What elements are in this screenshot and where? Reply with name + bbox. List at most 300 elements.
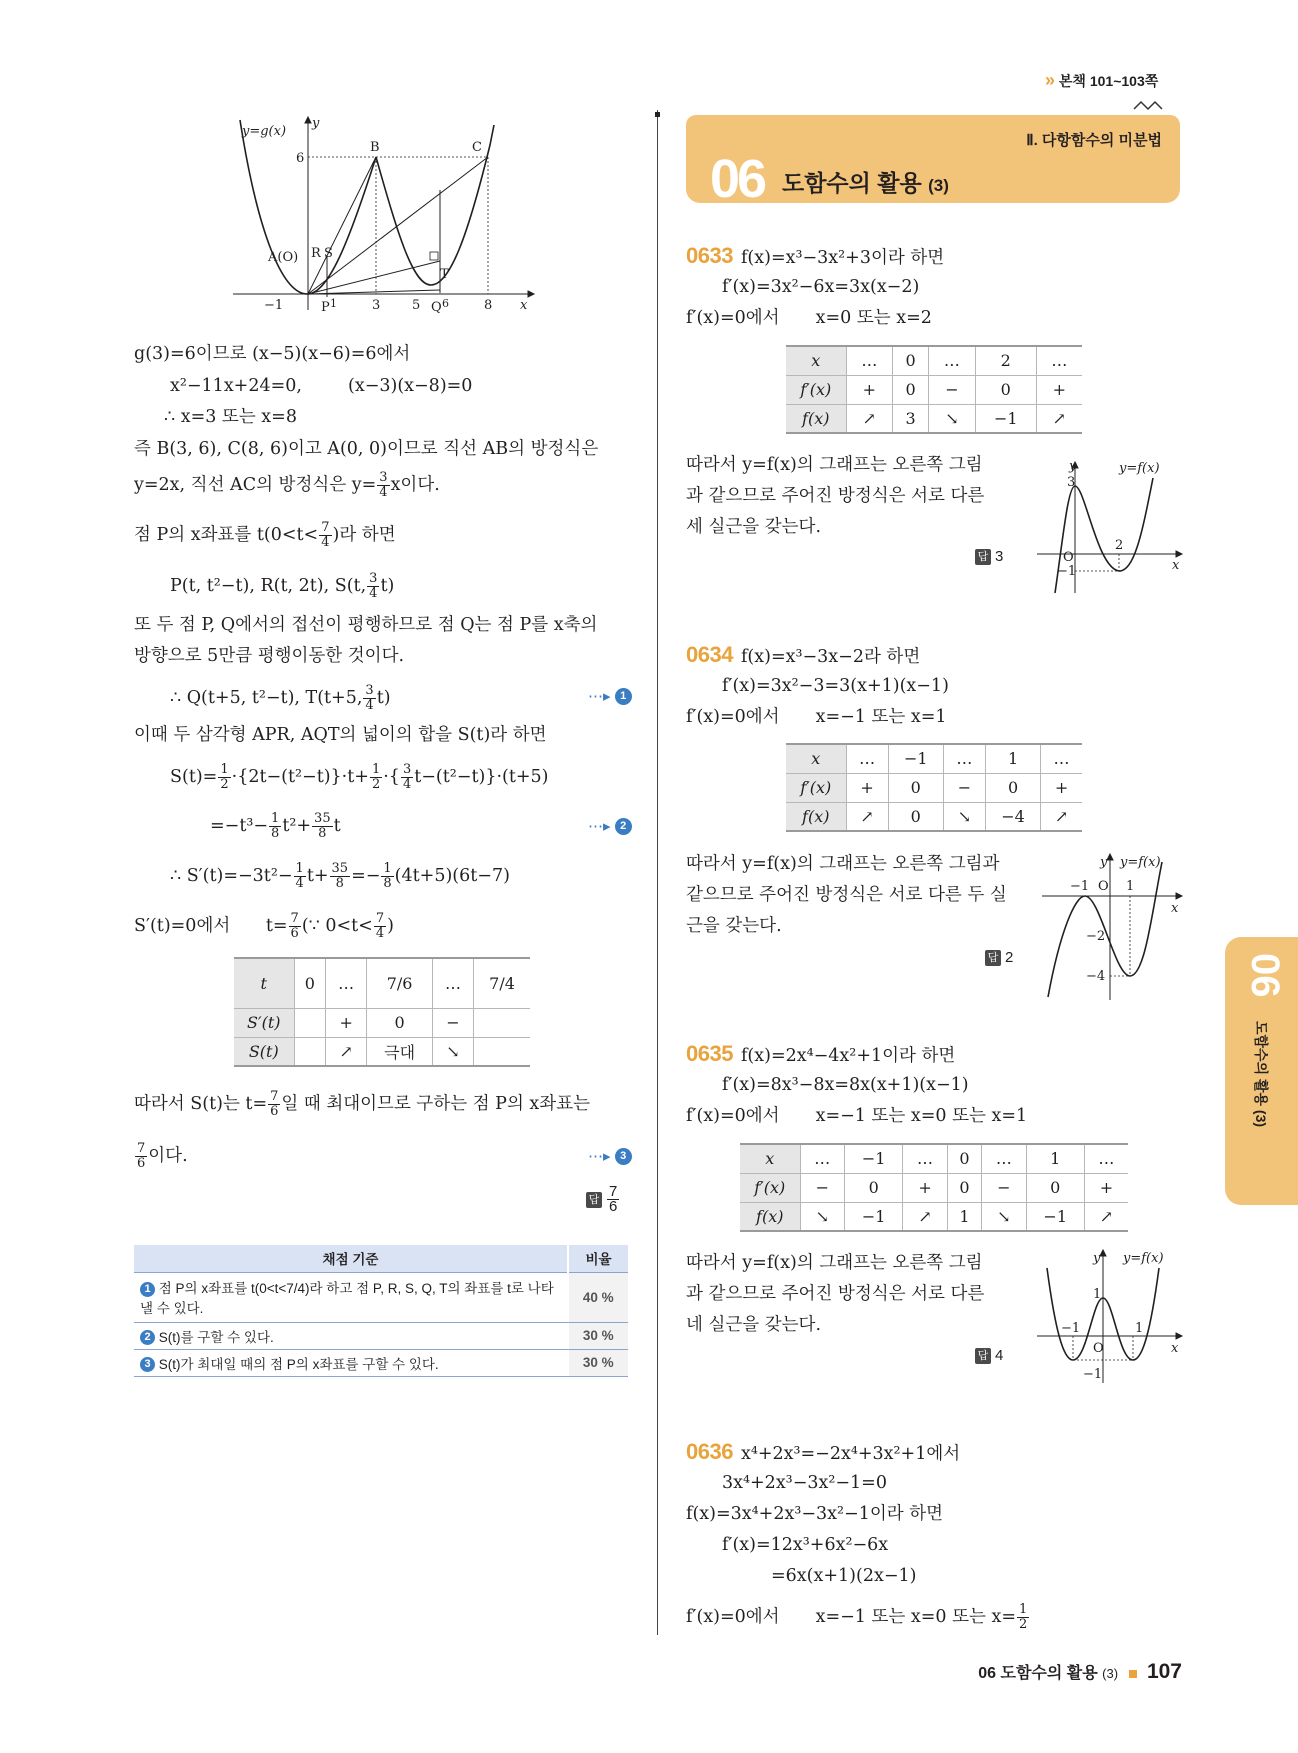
frac-1-8b	[381, 862, 393, 891]
p634-text-2: 같으므로 주어진 방정식은 서로 다른 두 실	[686, 885, 1007, 905]
table-cell: …	[326, 958, 367, 1008]
table-cell: …	[1084, 1144, 1128, 1173]
frac-num: 1	[220, 762, 229, 777]
table-cell: −1	[975, 404, 1036, 433]
table-634	[786, 743, 1082, 832]
criteria-item	[134, 1272, 568, 1322]
tick-3: 3	[1067, 475, 1076, 490]
p636-line-3: f(x)=3x⁴+2x³−3x²−1이라 하면	[686, 1504, 944, 1524]
left-line-8: 또 두 점 P, Q에서의 접선이 평행하므로 점 Q는 점 P를 x축의	[134, 615, 598, 635]
left-line-12c: ·{	[383, 767, 400, 787]
p635-line-3	[686, 1104, 1027, 1128]
answer-value: 4	[995, 1347, 1004, 1364]
table-cell: −	[982, 1173, 1027, 1202]
table-row	[134, 1272, 628, 1322]
frac-3-4c	[401, 763, 413, 792]
problem-number: 0633	[686, 243, 733, 268]
frac-den: 4	[365, 698, 374, 713]
criteria-text: 점 P의 x좌표를 t(0<t<7/4)라 하고 점 P, R, S, Q, T의 좌표를 t로 나타낼 수 있다.	[140, 1281, 554, 1316]
table-cell: +	[1036, 375, 1082, 404]
table-cell	[294, 1037, 326, 1066]
table-cell: 0	[986, 773, 1041, 802]
frac-num: 35	[331, 861, 349, 876]
table-cell: …	[943, 744, 985, 773]
side-tab-number: 06	[1243, 953, 1287, 998]
left-line-17	[134, 1142, 188, 1171]
left-line-12b: ·{2t−(t²−t)}·t+	[231, 767, 369, 787]
line-AC	[308, 157, 488, 294]
section-banner	[686, 115, 1180, 209]
left-line-14	[170, 862, 510, 891]
criteria-text: S(t)를 구할 수 있다.	[158, 1329, 274, 1345]
p633-line-2: f′(x)=3x²−6x=3x(x−2)	[722, 277, 920, 297]
left-line-15a: S′(t)=0에서	[134, 916, 231, 936]
table-row	[134, 1322, 628, 1349]
p634-line-2: f′(x)=3x²−3=3(x+1)(x−1)	[722, 676, 949, 696]
table-cell: ↘	[432, 1037, 473, 1066]
frac-num: 7	[321, 520, 330, 535]
left-line-4: 즉 B(3, 6), C(8, 6)이고 A(0, 0)이므로 직선 AB의 방정식은	[134, 439, 599, 459]
point-S: S	[324, 246, 333, 261]
frac-den: 8	[318, 826, 327, 841]
graph-635	[1035, 1248, 1185, 1388]
x-label: x	[1171, 1341, 1179, 1356]
frac-num: 7	[609, 1183, 618, 1200]
table-635	[740, 1143, 1128, 1232]
p636-line-1	[686, 1440, 960, 1466]
frac-num: 7	[270, 1089, 279, 1104]
origin: O	[1098, 879, 1109, 894]
point-R: R	[311, 246, 321, 261]
left-line-15	[134, 912, 394, 941]
table-cell: +	[326, 1008, 367, 1037]
p634-line-1	[686, 643, 920, 669]
answer-635	[975, 1347, 1003, 1364]
frac-num: 1	[295, 861, 304, 876]
marker-1-circle: 1	[615, 688, 632, 705]
table-cell	[294, 1008, 326, 1037]
tick-5: 5	[412, 298, 421, 313]
left-line-2b: (x−3)(x−8)=0	[348, 376, 473, 396]
p634-l3a: f′(x)=0에서	[686, 707, 780, 727]
frac-den: 8	[383, 876, 392, 891]
p636-line-4: f′(x)=12x³+6x²−6x	[722, 1535, 889, 1555]
table-cell	[474, 1037, 530, 1066]
table-St	[234, 957, 530, 1067]
left-line-5a: y=2x, 직선 AC의 방정식은 y=	[134, 475, 377, 495]
frac-1-2	[218, 763, 230, 792]
answer-badge-icon: 답	[985, 950, 1001, 966]
frac-35-8b	[330, 862, 351, 891]
left-line-6b: )라 하면	[332, 525, 396, 545]
criteria-ratio: 40 %	[568, 1272, 628, 1322]
left-line-14c: =−	[351, 866, 381, 886]
point-P: P	[321, 300, 330, 315]
table-cell: ↗	[1036, 404, 1082, 433]
frac-num: 35	[314, 811, 331, 826]
left-line-12d: t−(t²−t)}·(t+5)	[414, 767, 549, 787]
frac-den: 4	[321, 535, 330, 550]
marker-1: ⋯▸ 1	[588, 686, 632, 706]
table-cell: ↗	[326, 1037, 367, 1066]
p633-l3b: x=0 또는 x=2	[815, 308, 932, 328]
graph-634	[1040, 852, 1185, 1002]
left-line-16b: 일 때 최대이므로 구하는 점 P의 x좌표는	[281, 1094, 591, 1114]
table-row	[234, 1037, 530, 1066]
criteria-marker: 3	[140, 1357, 155, 1372]
tick-m1: −1	[264, 298, 284, 313]
tick-6: 6	[296, 151, 305, 166]
table-cell: ↘	[800, 1202, 845, 1231]
graph-ylabel: y=f(x)	[1123, 1251, 1164, 1266]
table-cell: ↗	[903, 1202, 948, 1231]
section-number: 06	[710, 149, 765, 209]
p635-l1: f(x)=2x⁴−4x²+1이라 하면	[740, 1046, 956, 1066]
left-line-6	[134, 521, 396, 550]
tick-6x: 6	[442, 297, 449, 310]
marker-2: ⋯▸ 2	[588, 816, 632, 836]
p635-text-3: 네 실근을 갖는다.	[686, 1315, 822, 1335]
origin: O	[1093, 1341, 1104, 1356]
frac-den: 4	[375, 926, 385, 941]
frac-3-4	[367, 572, 379, 601]
table-cell: 3	[893, 404, 929, 433]
left-line-6a: 점 P의 x좌표를 t(0<t<	[134, 525, 319, 545]
line-AB	[308, 157, 376, 294]
point-A: A(O)	[268, 250, 299, 265]
x-axis-arrow	[1176, 1333, 1182, 1339]
p633-line-1	[686, 244, 944, 270]
marker-3: ⋯▸ 3	[588, 1146, 632, 1166]
frac-num: 1	[371, 762, 381, 777]
x-axis-label: x	[520, 298, 528, 313]
table-row	[234, 958, 530, 1008]
table-cell: −	[800, 1173, 845, 1202]
answer-value: 3	[995, 548, 1004, 565]
table-cell: 0	[947, 1173, 981, 1202]
left-line-10a: ∴ Q(t+5, t²−t), T(t+5,	[170, 688, 363, 708]
left-line-12	[170, 763, 549, 792]
frac-den: 8	[335, 876, 344, 891]
left-line-13c: t	[333, 816, 341, 836]
graph-633	[1035, 458, 1185, 598]
book-reference	[1045, 70, 1158, 91]
table-row	[786, 375, 1082, 404]
left-line-14b: t+	[306, 866, 329, 886]
frac-7-6	[289, 912, 301, 941]
table-cell: −1	[845, 1144, 903, 1173]
header-zigzag-icon	[1132, 96, 1166, 116]
frac-den: 4	[295, 876, 304, 891]
table-633	[786, 345, 1082, 434]
table-cell: ↗	[846, 404, 893, 433]
frac-num: 3	[369, 571, 378, 586]
table-cell: +	[846, 773, 888, 802]
table-cell: 1	[1026, 1144, 1084, 1173]
table-cell: −1	[1026, 1202, 1084, 1231]
left-line-16a: 따라서 S(t)는 t=	[134, 1094, 268, 1114]
frac-num: 7	[290, 911, 299, 926]
table-cell: …	[432, 958, 473, 1008]
table-cell: x	[786, 744, 846, 773]
seg-AQ	[308, 290, 440, 294]
footer-square-icon	[1129, 1670, 1137, 1678]
table-row	[740, 1173, 1128, 1202]
tick-m1x: −1	[1061, 1321, 1081, 1336]
table-cell: f(x)	[786, 404, 846, 433]
table-cell: …	[1041, 744, 1082, 773]
left-line-15b: t=	[265, 916, 288, 936]
table-cell: ↘	[929, 404, 976, 433]
table-cell: 7/6	[367, 958, 433, 1008]
p633-text-1: 따라서 y=f(x)의 그래프는 오른쪽 그림	[686, 455, 983, 475]
table-cell: f(x)	[786, 802, 846, 831]
table-cell: ↗	[846, 802, 888, 831]
table-cell: x	[786, 346, 846, 375]
x-label: x	[1172, 558, 1180, 573]
frac-num: 3	[402, 762, 412, 777]
frac-den: 4	[379, 485, 388, 500]
y-axis-arrow	[1107, 854, 1113, 860]
p635-line-2: f′(x)=8x³−8x=8x(x+1)(x−1)	[722, 1075, 969, 1095]
reference-text: 본책 101~103쪽	[1058, 73, 1159, 89]
table-cell: S(t)	[234, 1037, 294, 1066]
left-line-10	[170, 684, 391, 713]
frac-1-2c	[1017, 1603, 1029, 1632]
answer-badge-icon: 답	[975, 549, 991, 565]
answer-frac	[607, 1185, 619, 1214]
tick-1: 1	[1126, 879, 1135, 894]
frac-7-4b	[374, 912, 386, 941]
p633-line-3	[686, 306, 932, 330]
tick-m2: −2	[1086, 929, 1106, 944]
frac-den: 2	[220, 777, 229, 792]
left-line-2a: x²−11x+24=0,	[170, 376, 302, 396]
answer-badge-icon: 답	[975, 1348, 991, 1364]
table-cell: …	[982, 1144, 1027, 1173]
criteria-header-item: 채점 기준	[134, 1245, 568, 1272]
point-T: T	[440, 267, 449, 282]
frac-den: 6	[137, 1156, 146, 1171]
graph-ylabel: y=f(x)	[1119, 461, 1160, 476]
tick-m1: −1	[1070, 879, 1090, 894]
table-cell: 0	[975, 375, 1036, 404]
left-line-7b: t)	[380, 576, 395, 596]
table-cell: −1	[888, 744, 943, 773]
left-line-16	[134, 1090, 590, 1119]
table-row	[786, 773, 1082, 802]
p635-l3b: x=−1 또는 x=0 또는 x=1	[815, 1106, 1028, 1126]
problem-number: 0634	[686, 642, 733, 667]
footer	[978, 1660, 1182, 1684]
double-chevron-icon: »	[1045, 70, 1056, 90]
table-cell: …	[903, 1144, 948, 1173]
y-label: y	[1093, 1251, 1101, 1266]
table-row	[134, 1349, 628, 1376]
table-cell: S′(t)	[234, 1008, 294, 1037]
criteria-marker: 1	[140, 1282, 155, 1297]
table-row	[786, 744, 1082, 773]
table-cell: t	[234, 958, 294, 1008]
p636-line-2: 3x⁴+2x³−3x²−1=0	[722, 1473, 887, 1493]
criteria-item	[134, 1349, 568, 1376]
table-cell: 1	[947, 1202, 981, 1231]
tick-3: 3	[372, 298, 381, 313]
table-cell: f′(x)	[740, 1173, 800, 1202]
left-line-13	[210, 812, 341, 841]
table-cell: −	[929, 375, 976, 404]
table-cell: +	[1041, 773, 1082, 802]
table-row	[786, 404, 1082, 433]
frac-num: 3	[365, 683, 374, 698]
p633-text-2: 과 같으므로 주어진 방정식은 서로 다른	[686, 486, 985, 506]
y-label: y	[1069, 459, 1077, 474]
left-line-13b: t²+	[282, 816, 312, 836]
p633-text-3: 세 실근을 갖는다.	[686, 517, 822, 537]
table-cell: 0	[294, 958, 326, 1008]
p634-l3b: x=−1 또는 x=1	[815, 707, 947, 727]
frac-1-8	[269, 812, 281, 841]
left-line-3: ∴ x=3 또는 x=8	[164, 407, 297, 427]
frac-35-8	[312, 812, 333, 841]
table-cell: ↘	[943, 802, 985, 831]
answer-634	[985, 949, 1013, 966]
p635-text-1: 따라서 y=f(x)의 그래프는 오른쪽 그림	[686, 1253, 983, 1273]
left-line-7	[170, 572, 394, 601]
y-axis-label: y	[312, 116, 320, 131]
table-row	[786, 346, 1082, 375]
table-cell: +	[1084, 1173, 1128, 1202]
table-cell: …	[846, 744, 888, 773]
page-number: 107	[1146, 1660, 1182, 1683]
p636-line-6	[686, 1603, 1030, 1632]
criteria-item	[134, 1322, 568, 1349]
frac-3-4	[363, 684, 375, 713]
frac-den: 6	[609, 1198, 618, 1215]
table-cell: −	[943, 773, 985, 802]
section-title-text: 도함수의 활용	[782, 170, 922, 196]
table-cell: f(x)	[740, 1202, 800, 1231]
tick-2: 2	[1115, 538, 1124, 553]
origin: O	[1063, 550, 1074, 565]
table-cell: +	[846, 375, 893, 404]
p635-text-2: 과 같으므로 주어진 방정식은 서로 다른	[686, 1284, 985, 1304]
left-line-1: g(3)=6이므로 (x−5)(x−6)=6에서	[134, 344, 411, 364]
table-cell: f′(x)	[786, 375, 846, 404]
point-Q: Q	[431, 300, 442, 315]
tick-1y: 1	[1093, 1287, 1102, 1302]
x-axis-arrow	[1176, 551, 1182, 557]
left-line-7a: P(t, t²−t), R(t, 2t), S(t,	[170, 576, 367, 596]
frac-den: 6	[290, 926, 299, 941]
graph-ylabel: y=f(x)	[1120, 855, 1161, 870]
table-cell: ↗	[1084, 1202, 1128, 1231]
marker-2-circle: 2	[615, 818, 632, 835]
frac-num: 7	[375, 911, 385, 926]
p633-l1: f(x)=x³−3x²+3이라 하면	[740, 248, 945, 268]
frac-1-4	[294, 862, 306, 891]
table-cell: 0	[947, 1144, 981, 1173]
left-line-14d: (4t+5)(6t−7)	[394, 866, 510, 886]
column-divider	[657, 110, 658, 1635]
table-cell: +	[903, 1173, 948, 1202]
p636-line-5: =6x(x+1)(2x−1)	[771, 1566, 917, 1586]
tick-1x: 1	[1135, 1321, 1144, 1336]
chapter-label: Ⅱ. 다항함수의 미분법	[1026, 132, 1162, 149]
table-cell: 0	[367, 1008, 433, 1037]
frac-7-6b	[268, 1090, 280, 1119]
p634-line-3	[686, 705, 947, 729]
p635-line-1	[686, 1042, 955, 1068]
x-label: x	[1171, 901, 1179, 916]
x-axis-arrow	[528, 291, 534, 297]
p636-l1: x⁴+2x³=−2x⁴+3x²+1에서	[740, 1444, 961, 1464]
table-cell: 7/4	[474, 958, 530, 1008]
table-cell: 0	[888, 773, 943, 802]
frac-den: 4	[402, 777, 412, 792]
frac-num: 7	[137, 1141, 146, 1156]
table-cell: 0	[893, 375, 929, 404]
left-line-15c: (∵ 0<t<	[301, 916, 373, 936]
left-line-5	[134, 471, 440, 500]
frac-3-4	[377, 471, 389, 500]
table-cell: −1	[845, 1202, 903, 1231]
table-row	[740, 1202, 1128, 1231]
criteria-ratio: 30 %	[568, 1322, 628, 1349]
tick-8: 8	[484, 298, 493, 313]
section-title-sub: (3)	[928, 176, 949, 195]
table-cell: f′(x)	[786, 773, 846, 802]
criteria-marker: 2	[140, 1330, 155, 1345]
graph-ylabel: y=g(x)	[242, 124, 287, 139]
left-line-11: 이때 두 삼각형 APR, AQT의 넓이의 합을 S(t)라 하면	[134, 725, 547, 745]
footer-title: 06 도함수의 활용	[978, 1665, 1098, 1682]
criteria-header-ratio: 비율	[568, 1245, 628, 1272]
y-axis-arrow	[1100, 1250, 1106, 1256]
marker-3-circle: 3	[615, 1148, 632, 1165]
frac-7-6c	[135, 1142, 147, 1171]
table-cell: …	[1036, 346, 1082, 375]
tick-1: 1	[330, 297, 337, 310]
table-cell: 1	[986, 744, 1041, 773]
side-tab	[1225, 937, 1298, 1205]
left-line-9: 방향으로 5만큼 평행이동한 것이다.	[134, 646, 405, 666]
frac-den: 2	[371, 777, 381, 792]
table-cell: 0	[845, 1173, 903, 1202]
table-cell: 2	[975, 346, 1036, 375]
table-cell: …	[800, 1144, 845, 1173]
problem-number: 0636	[686, 1439, 733, 1464]
tick-m4: −4	[1086, 969, 1106, 984]
answer-value: 2	[1005, 949, 1014, 966]
p633-l3a: f′(x)=0에서	[686, 308, 780, 328]
table-cell: 극대	[367, 1037, 433, 1066]
p635-l3a: f′(x)=0에서	[686, 1106, 780, 1126]
table-cell: 0	[888, 802, 943, 831]
problem-number: 0635	[686, 1041, 733, 1066]
table-row	[234, 1008, 530, 1037]
left-line-10b: t)	[376, 688, 391, 708]
table-cell: ↘	[982, 1202, 1027, 1231]
table-cell: −4	[986, 802, 1041, 831]
frac-1-2b	[370, 763, 382, 792]
criteria-ratio: 30 %	[568, 1349, 628, 1376]
criteria-text: S(t)가 최대일 때의 점 P의 x좌표를 구할 수 있다.	[158, 1356, 439, 1372]
p636-l6a: f′(x)=0에서	[686, 1607, 780, 1627]
table-cell: −	[432, 1008, 473, 1037]
point-B: B	[370, 140, 380, 155]
table-cell: ↗	[1041, 802, 1082, 831]
